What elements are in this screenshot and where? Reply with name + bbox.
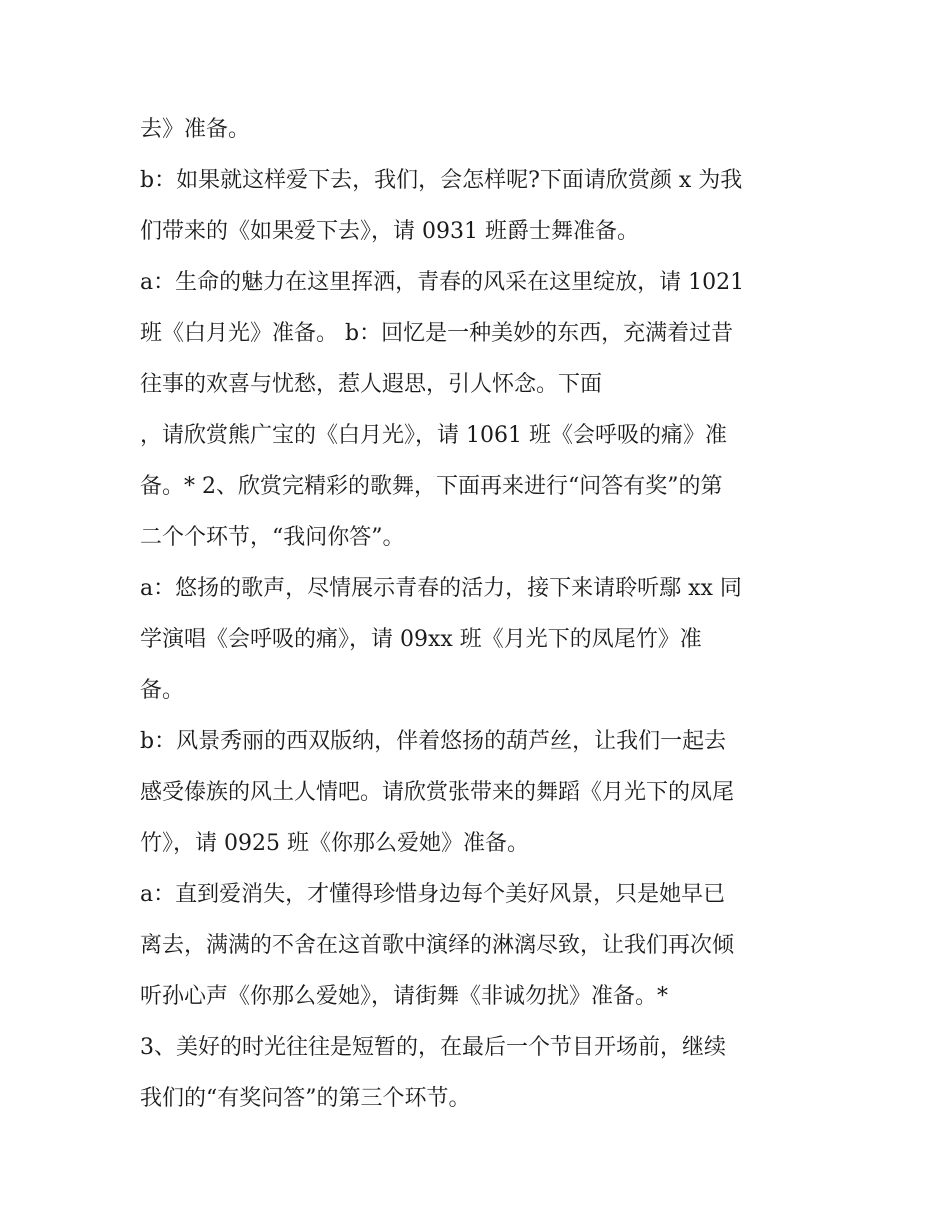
text-line: ，请欣赏熊广宝的《白月光》，请 1061 班《会呼吸的痛》准: [140, 423, 727, 448]
text-line: 去》准备。: [140, 117, 251, 142]
text-line: b：如果就这样爱下去，我们，会怎样呢?下面请欣赏颜 x 为我: [140, 168, 743, 193]
text-line: 备。: [140, 678, 185, 703]
text-line: 们带来的《如果爱下去》，请 0931 班爵士舞准备。: [140, 219, 639, 244]
text-line: a：悠扬的歌声，尽情展示青春的活力，接下来请聆听鄢 xx 同: [140, 576, 742, 601]
text-line: 感受傣族的风土人情吧。请欣赏张带来的舞蹈《月光下的凤尾: [140, 780, 735, 805]
document-body: [140, 104, 830, 1124]
text-line: 听孙心声《你那么爱她》，请街舞《非诚勿扰》准备。*: [140, 984, 669, 1009]
text-line: 离去，满满的不舍在这首歌中演绎的淋漓尽致，让我们再次倾: [140, 933, 735, 958]
text-line: 往事的欢喜与忧愁，惹人遐思，引人怀念。下面: [140, 372, 603, 397]
text-line: 备。* 2、欣赏完精彩的歌舞，下面再来进行“问答有奖”的第: [140, 474, 723, 499]
text-line: 竹》，请 0925 班《你那么爱她》准备。: [140, 831, 529, 856]
text-line: a：生命的魅力在这里挥洒，青春的风采在这里绽放，请 1021: [140, 270, 745, 295]
text-line: 学演唱《会呼吸的痛》，请 09xx 班《月光下的凤尾竹》准: [140, 627, 702, 652]
text-line: 班《白月光》准备。 b：回忆是一种美妙的东西，充满着过昔: [140, 321, 734, 346]
text-line: 3、美好的时光往往是短暂的，在最后一个节目开场前，继续: [140, 1035, 726, 1060]
text-line: 二个个环节，“我问你答”。: [140, 525, 405, 550]
text-line: b：风景秀丽的西双版纳，伴着悠扬的葫芦丝，让我们一起去: [140, 729, 727, 754]
text-line: 我们的“有奖问答”的第三个环节。: [140, 1086, 471, 1111]
text-line: a：直到爱消失，才懂得珍惜身边每个美好风景，只是她早已: [140, 882, 726, 907]
